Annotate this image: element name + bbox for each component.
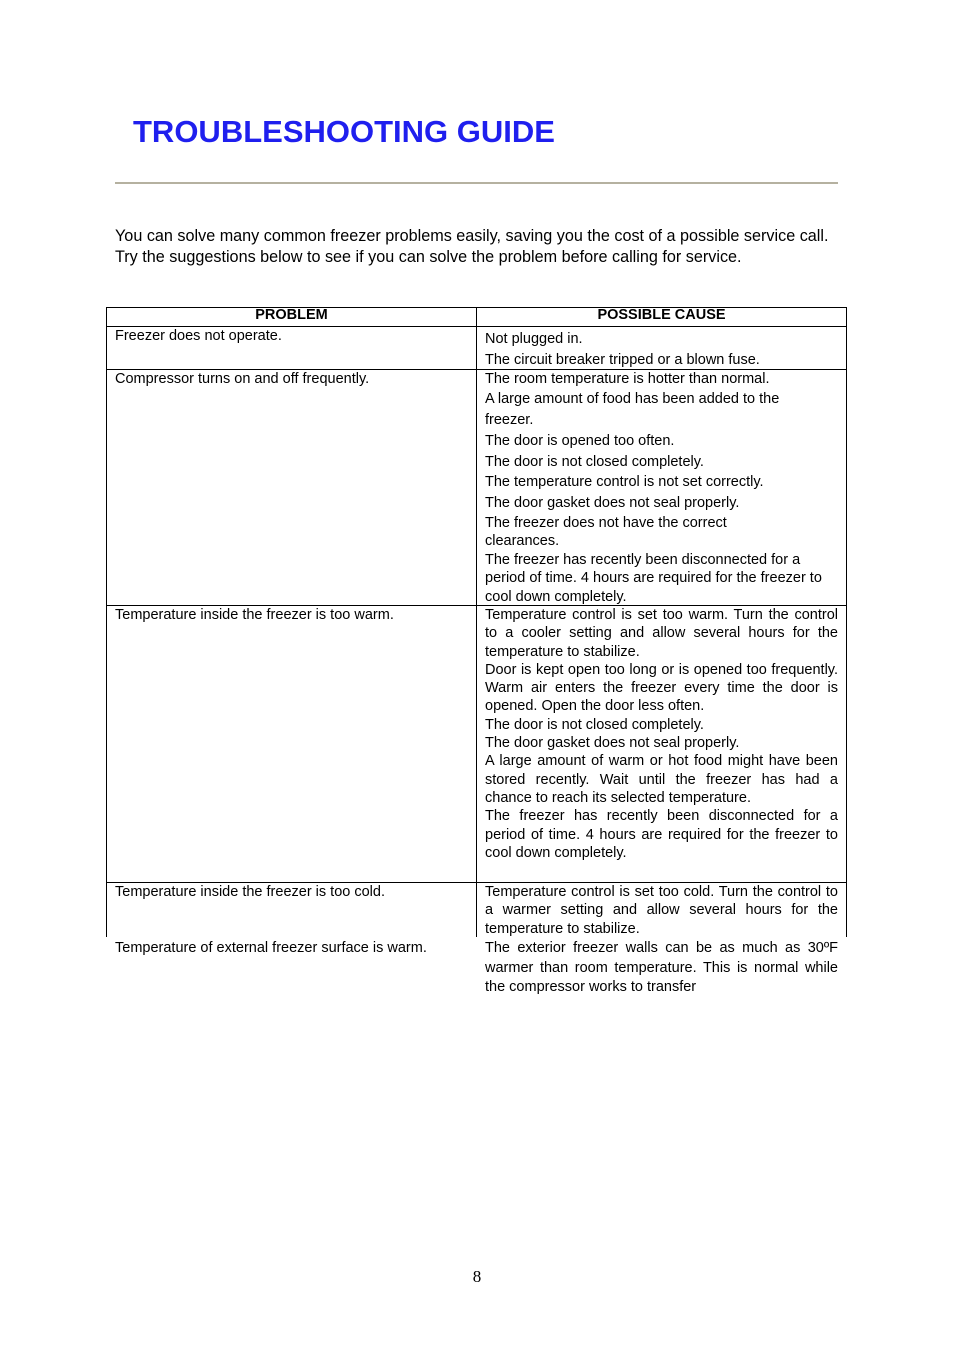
cause-item: The room temperature is hotter than normal. (485, 371, 770, 387)
table-border-right (846, 307, 847, 937)
cause-cell (485, 883, 838, 938)
cause-item: Temperature control is set too cold. Turn the control to a warmer setting and allow several hours for the temperature to stabilize. (485, 884, 838, 937)
cause-item: A large amount of food has been added to the freezer. (485, 391, 780, 428)
cause-item: The exterior freezer walls can be as much as 30ºF warmer than room temperature. This is normal while the compressor works to transfer (485, 940, 838, 995)
page-title: TROUBLESHOOTING GUIDE (133, 114, 555, 149)
cause-item: The door gasket does not seal properly. (485, 495, 740, 511)
cause-item: The freezer does not have the correct clearances. (485, 514, 727, 549)
intro-paragraph: You can solve many common freezer problems easily, saving you the cost of a possible service call. Try the suggestions below to see if you can solve the problem before calling for service. (115, 227, 829, 266)
cause-item: Temperature control is set too warm. Turn the control to a cooler setting and allow several hours for the temperature to stabilize. (485, 607, 838, 660)
problem-cell: Temperature inside the freezer is too warm. (115, 607, 394, 623)
table-column-divider (476, 307, 477, 937)
cause-item: The circuit breaker tripped or a blown fuse. (485, 351, 760, 368)
problem-cell: Temperature inside the freezer is too cold. (115, 884, 385, 900)
cause-cell (485, 606, 838, 862)
cause-item: The door is opened too often. (485, 433, 675, 449)
cause-item: A large amount of warm or hot food might have been stored recently. Wait until the freezer has had a chance to reach its selected temperature. (485, 753, 838, 806)
cause-item: The freezer has recently been disconnected for a period of time. 4 hours are required for the freezer to cool down completely. (485, 551, 822, 605)
header-possible-cause: POSSIBLE CAUSE (597, 307, 726, 323)
cause-item: Not plugged in. (485, 331, 583, 347)
header-problem: PROBLEM (255, 307, 328, 323)
cause-cell (485, 370, 838, 606)
problem-cell: Temperature of external freezer surface is warm. (115, 940, 427, 956)
cause-item: The door is not closed completely. (485, 716, 704, 733)
cause-cell (485, 329, 838, 370)
cause-item: The freezer has recently been disconnected for a period of time. 4 hours are required for the freezer to cool down completely. (485, 808, 838, 861)
cause-item: The temperature control is not set correctly. (485, 474, 764, 490)
page-number: 8 (472, 1267, 482, 1286)
cause-cell (485, 939, 838, 998)
title-divider (115, 182, 838, 184)
cause-item: The door gasket does not seal properly. (485, 735, 740, 752)
cause-item: The door is not closed completely. (485, 453, 704, 470)
table-border-left (106, 307, 107, 937)
problem-cell: Compressor turns on and off frequently. (115, 371, 370, 387)
problem-cell: Freezer does not operate. (115, 328, 282, 344)
cause-item: Door is kept open too long or is opened too frequently. Warm air enters the freezer every time the door is opened. Open the door less often. (485, 661, 838, 715)
